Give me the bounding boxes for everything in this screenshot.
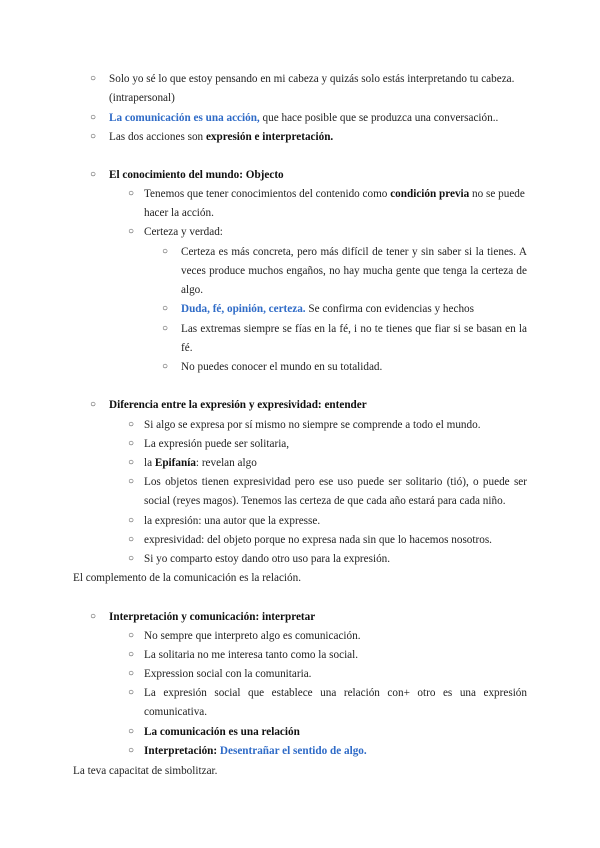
bullet: ○ xyxy=(128,726,135,737)
list-item: Duda, fé, opinión, certeza. Se confirma con evidencias y hechos xyxy=(181,303,474,315)
list-item: Expression social con la comunitaria. xyxy=(144,668,312,680)
bullet: ○ xyxy=(128,476,135,487)
list-item: Las extremas siempre se fías en la fé, i no te tienes que fiar si se basan en la xyxy=(181,323,527,335)
list-item-cont: comunicativa. xyxy=(144,706,208,718)
bullet: ○ xyxy=(128,419,135,430)
section-heading: Diferencia entre la expresión y expresividad: entender xyxy=(109,399,367,411)
bullet: ○ xyxy=(128,668,135,679)
list-item: Si algo se expresa por sí mismo no siempre se comprende a todo el mundo. xyxy=(144,419,481,431)
bullet: ○ xyxy=(128,630,135,641)
bullet: ○ xyxy=(128,649,135,660)
bullet: ○ xyxy=(90,131,97,142)
bullet: ○ xyxy=(90,399,97,410)
bullet: ○ xyxy=(128,515,135,526)
bullet: ○ xyxy=(90,73,97,84)
list-item-cont: algo. xyxy=(181,284,204,296)
bullet: ○ xyxy=(128,745,135,756)
bullet: ○ xyxy=(162,303,169,314)
list-item: la Epifanía: revelan algo xyxy=(144,457,257,469)
bullet: ○ xyxy=(162,361,169,372)
bullet: ○ xyxy=(128,553,135,564)
list-item: La expresión social que establece una relación con+ otro es una expresión xyxy=(144,687,527,699)
section-heading: El conocimiento del mundo: Objecto xyxy=(109,169,284,181)
bullet: ○ xyxy=(128,534,135,545)
bullet: ○ xyxy=(128,438,135,449)
list-item: La expresión puede ser solitaria, xyxy=(144,438,290,450)
list-item: La comunicación es una relación xyxy=(144,726,300,738)
list-item: Tenemos que tener conocimientos del contenido como condición previa no se puede xyxy=(144,188,525,200)
paragraph: El complemento de la comunicación es la relación. xyxy=(73,572,302,584)
highlight-text: Duda, fé, opinión, certeza. xyxy=(181,303,306,315)
bullet: ○ xyxy=(128,457,135,468)
list-item: la expresión: una autor que la expresse. xyxy=(144,515,321,527)
bullet: ○ xyxy=(162,323,169,334)
bullet: ○ xyxy=(90,169,97,180)
list-item: No puedes conocer el mundo en su totalidad. xyxy=(181,361,383,373)
bullet: ○ xyxy=(90,611,97,622)
list-item-cont: fé. xyxy=(181,342,193,354)
list-item-cont: veces produce muchos engaños, no hay mucha gente que tenga la certeza de xyxy=(181,265,527,277)
list-item: La comunicación es una acción, que hace posible que se produzca una conversación.. xyxy=(109,112,499,124)
bullet: ○ xyxy=(128,687,135,698)
list-item-cont: (intrapersonal) xyxy=(109,92,175,104)
list-item: La solitaria no me interesa tanto como la social. xyxy=(144,649,359,661)
list-item: Si yo comparto estoy dando otro uso para la expresión. xyxy=(144,553,391,565)
list-item: Solo yo sé lo que estoy pensando en mi cabeza y quizás solo estás interpretando tu cabeza. xyxy=(109,73,515,85)
list-item: Los objetos tienen expresividad pero ese uso puede ser solitario (tió), o puede ser xyxy=(144,476,527,488)
paragraph: La teva capacitat de simbolitzar. xyxy=(73,765,218,777)
list-item: No sempre que interpreto algo es comunicación. xyxy=(144,630,361,642)
highlight-text: La comunicación es una acción, xyxy=(109,112,260,124)
list-item-cont: hacer la acción. xyxy=(144,207,214,219)
bullet: ○ xyxy=(128,188,135,199)
list-item: Certeza es más concreta, pero más difícil de tener y sin saber si la tienes. A xyxy=(181,246,527,258)
bullet: ○ xyxy=(128,226,135,237)
list-item-cont: social (reyes magos). Tenemos las certeza de que cada año estará para cada niño. xyxy=(144,495,506,507)
list-item: Las dos acciones son expresión e interpretación. xyxy=(109,131,334,143)
section-heading: Interpretación y comunicación: interpretar xyxy=(109,611,316,623)
list-item: Certeza y verdad: xyxy=(144,226,223,238)
list-item: Interpretación: Desentrañar el sentido de algo. xyxy=(144,745,367,757)
bullet: ○ xyxy=(162,246,169,257)
bullet: ○ xyxy=(90,112,97,123)
list-item: expresividad: del objeto porque no expresa nada sin que lo hacemos nosotros. xyxy=(144,534,492,546)
highlight-text: Desentrañar el sentido de algo. xyxy=(219,745,367,757)
